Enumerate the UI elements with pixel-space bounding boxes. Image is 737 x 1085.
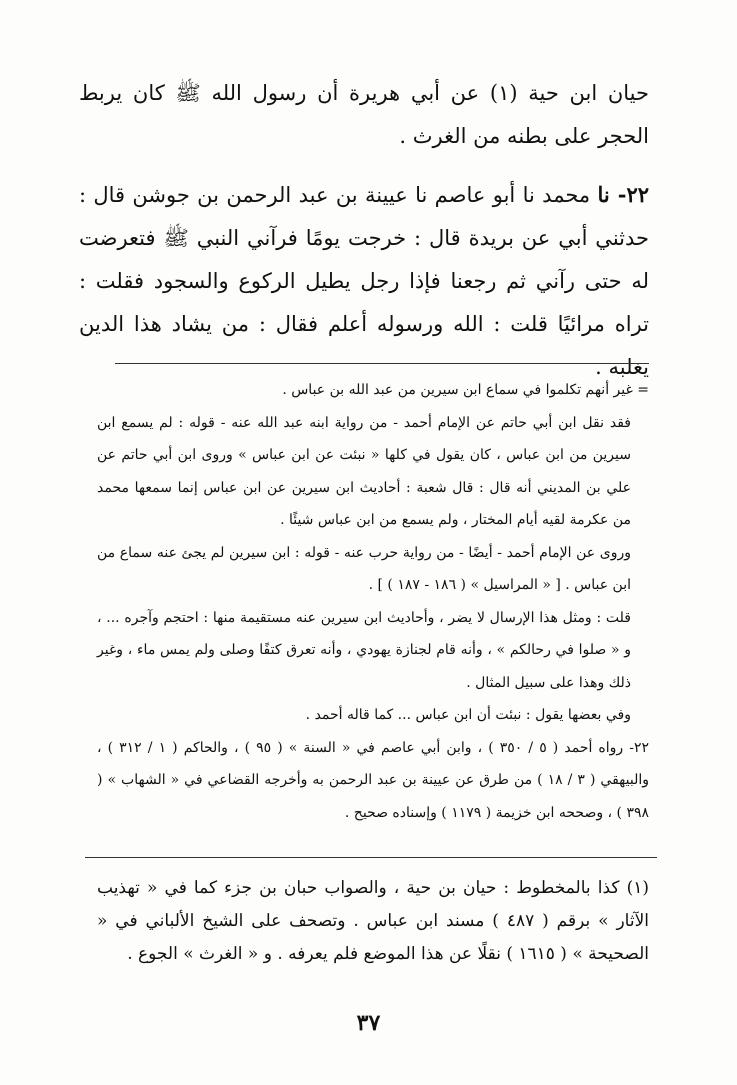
takhrij-22: ٢٢- رواه أحمد ( ٥ / ٣٥٠ ) ، وابن أبي عاصم في « السنة » ( ٩٥ ) ، والحاكم ( ١ / ٣١٢ ) ، والبيهقي ( ٣ / ١٨ ) من طرق عن عيينة بن عبد الرحمن به وأخرجه القضاعي في « الشهاب » ( ٣٩٨ ) ، وصححه ابن خزيمة ( ١١٧٩ ) وإسناده صحيح . [97,739,649,821]
note-paragraph: وفي بعضها يقول : نبئت أن ابن عباس ... كما قاله أحمد . [305,707,631,723]
footnote-divider [85,857,657,858]
footnote [97,872,649,971]
footnote-text: كذا بالمخطوط : حيان بن حية ، والصواب حبان بن جزء كما في « تهذيب الآثار » برقم ( ٤٨٧ ) مسند ابن عباس . وتصحف على الشيخ الألباني في « الصحيحة » ( ١٦١٥ ) نقلًا عن هذا الموضع فلم يعرفه . و « الغرث » الجوع . [97,878,649,964]
footnote-marker: (١) [626,878,649,898]
notes-divider [115,363,649,364]
main-text [79,72,649,389]
page-number: ٣٧ [356,1010,381,1036]
note-paragraph: وروى عن الإمام أحمد - أيضًا - من رواية حرب عنه - قوله : ابن سيرين لم يجئ عنه سماع من ابن عباس . [ « المراسيل » ( ١٨٦ - ١٨٧ ) ] . [97,544,631,593]
note-paragraph: قلت : ومثل هذا الإرسال لا يضر ، وأحاديث ابن سيرين عنه مستقيمة منها : احتجم وآجره ... ، و « صلوا في رحالكم » ، وأنه قام لجنازة يهودي ، وأنه تعرق كتفًا وصلى ولم يمس ماء ، وغير ذلك وهذا على سبيل المثال . [97,609,631,691]
note-line: = غير أنهم تكلموا في سماع ابن سيرين من عبد الله بن عباس . [282,382,649,398]
hadith-21-end: حيان ابن حية (١) عن أبي هريرة أن رسول الله ﷺ كان يربط الحجر على بطنه من الغرث . [79,81,649,148]
note-paragraph: فقد نقل ابن أبي حاتم عن الإمام أحمد - من رواية ابنه عبد الله عنه - قوله : لم يسمع ابن سيرين من ابن عباس ، كان يقول في كلها « نبئت عن ابن عباس » وروى ابن أبي حاتم عن علي بن المديني أنه قال : قال شعبة : أحاديث ابن سيرين عن ابن عباس إنما سمعها محمد من عكرمة لقيه أيام المختار ، ولم يسمع من ابن عباس شيئًا . [97,414,631,528]
commentary-notes [97,374,649,829]
hadith-22 [79,173,649,389]
hadith-22-number: ٢٢- نا [597,182,649,207]
hadith-22-text: محمد نا أبو عاصم نا عيينة بن عبد الرحمن بن جوشن قال : حدثني أبي عن بريدة قال : خرجت يومًا فرآني النبي ﷺ فتعرضت له حتى رآني ثم رجعنا فإذا رجل يطيل الركوع والسجود فقلت : تراه مرائيًا قلت : الله ورسوله أعلم فقال : من يشاد هذا الدين يغلبه . [79,183,649,379]
